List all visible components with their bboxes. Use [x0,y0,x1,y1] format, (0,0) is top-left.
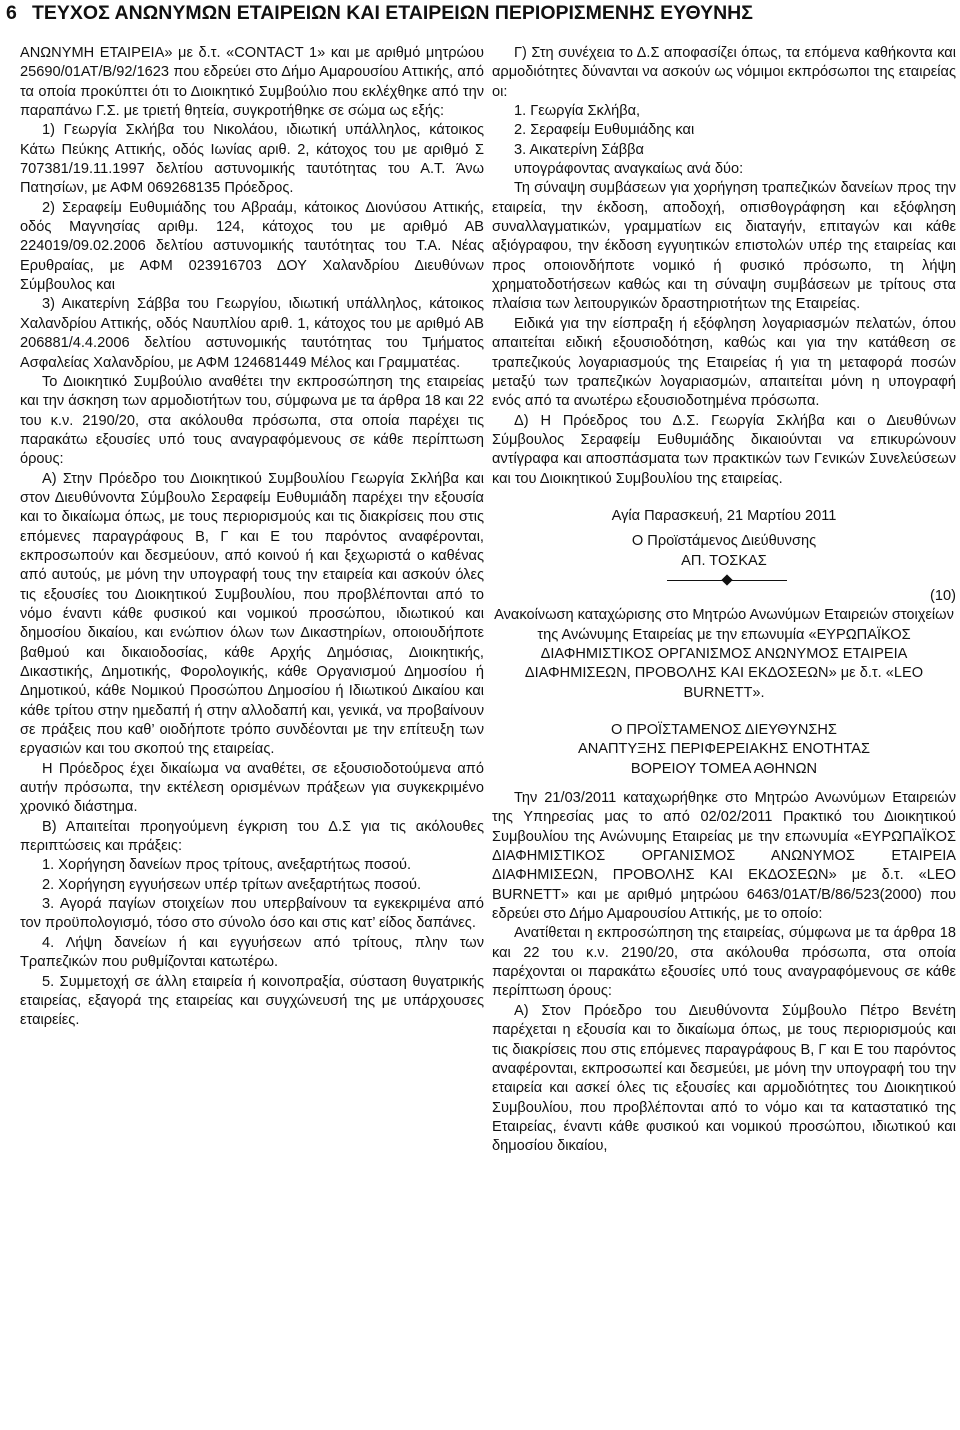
signature-name: ΑΠ. ΤΟΣΚΑΣ [681,552,767,569]
list-item: 4. Λήψη δανείων ή και εγγυήσεων από τρίτους, πλην των Τραπεζικών που ρυθμίζονται κατωτέρω. [20,934,484,971]
list-item: 3. Αγορά παγίων στοιχείων που υπερβαίνουν τα εγκεκριμένα από τον προϋπολογισμό, τόσο στο σύνολο όσο και στις κατ’ είδος δαπάνες. [20,896,484,932]
list-item: 2. Σεραφείμ Ευθυμιάδης και [514,122,695,139]
authority-line: Ο ΠΡΟΪΣΤΑΜΕΝΟΣ ΔΙΕΥΘΥΝΣΗΣ [611,722,837,738]
authority-line: ΒΟΡΕΙΟΥ ΤΟΜΕΑ ΑΘΗΝΩΝ [630,760,818,777]
diamond-icon [721,574,732,585]
paragraph: 3) Αικατερίνη Σάββα του Γεωργίου, ιδιωτική υπάλληλος, κάτοικος Χαλανδρίου Αττικής, οδός Ναυπλίου αριθ. 1, κάτοχος του με αριθμό ΑΒ 206881/4.4.2006 δελτίου αστυνομικής ταυτότητας του Τμήματος Ασφαλείας Χαλανδρίου, με ΑΦΜ 124681449 Μέλος και Γραμματέας. [20,296,484,371]
paragraph: Α) Στον Πρόεδρο του Διευθύνοντα Σύμβουλο Πέτρο Βενέτη παρέχεται η εξουσία και το δικαίωμα όπως, με τους περιορισμούς και τις διακρίσεις που στις επόμενες παραγράφους Β, Γ και Ε του παρόντος αναφέρονται, εκπροσωπεί και δεσμεύει, με μόνη την υπογραφή του την εταιρεία και ασκεί όλες τις εξουσίες και αρμοδιότητες του Διοικητικού Συμβουλίου, που προβλέπονται από το νόμο και τα καταστατικό της Εταιρείας, έναντι κάθε φυσικού και νομικού προσώπου, ιδιωτικού και δημοσίου δικαίου, [492,1002,956,1155]
page-number: 6 [6,2,17,24]
paragraph: 2) Σεραφείμ Ευθυμιάδης του Αβραάμ, κάτοικος Διονύσου Αττικής, οδός Μαγνησίας αριθμ. 124, κάτοχος του με αριθμό ΑΒ 224019/09.02.2006 δελτίου αστυνομικής ταυτότητας του Τ.Α. Νέας Ερυθραίας, με ΑΦΜ 023916703 ΔΟΥ Χαλανδρίου Διευθύνων Σύμβουλος και [20,199,484,294]
notice-number: (10) [930,587,956,604]
list-item: 3. Αικατερίνη Σάββα [514,141,644,158]
gazette-title: ΤΕΥΧΟΣ ΑΝΩΝΥΜΩΝ ΕΤΑΙΡΕΙΩΝ ΚΑΙ ΕΤΑΙΡΕΙΩΝ ΠΕΡΙΟΡΙΣΜΕΝΗΣ ΕΥΘΥΝΗΣ [32,2,753,24]
list-item: 2. Χορήγηση εγγυήσεων υπέρ τρίτων ανεξαρτήτως ποσού. [42,876,422,893]
spacer [492,489,956,507]
right-column [492,44,956,1157]
signature-place-date: Αγία Παρασκευή, 21 Μαρτίου 2011 [611,507,837,524]
authority-line: ΑΝΑΠΤΥΞΗΣ ΠΕΡΙΦΕΡΕΙΑΚΗΣ ΕΝΟΤΗΤΑΣ [577,741,870,758]
notice-heading: Ανακοίνωση καταχώρισης στο Μητρώο Ανωνύμων Εταιρειών στοιχείων της Ανώνυμης Εταιρείας με την επωνυμία «ΕΥΡΩΠΑΪΚΟΣ ΔΙΑΦΗΜΙΣΤΙΚΟΣ ΟΡΓΑΝΙΣΜΟΣ ΑΝΩΝΥΜΟΣ ΕΤΑΙΡΕΙΑ ΔΙΑΦΗΜΙΣΕΩΝ, ΠΡΟΒΟΛΗΣ ΚΑΙ ΕΚΔΟΣΕΩΝ» με δ.τ. «LEO BURNETT». [494,607,954,701]
paragraph: Η Πρόεδρος έχει δικαίωμα να αναθέτει, σε εξουσιοδοτούμενα από αυτήν πρόσωπα, την εκτέλεση ορισμένων πράξεων για συγκεκριμένο χρονικό διάστημα. [20,760,484,816]
paragraph: 1) Γεωργία Σκλήβα του Νικολάου, ιδιωτική υπάλληλος, κάτοικος Κάτω Πεύκης Αττικής, οδός Ιωνίας αριθ. 2, κάτοχος του με αριθμό Σ 707381/19.11.1997 δελτίου αστυνομικής ταυτότητας του Α.Τ. Άνω Πατησίων, με ΑΦΜ 069268135 Πρόεδρος. [20,122,484,197]
paragraph: Ανατίθεται η εκπροσώπηση της εταιρείας, σύμφωνα με τα άρθρα 18 και 22 του κ.ν. 2190/20, στα ακόλουθα πρόσωπα, στα οποία παρέχονται οι παρακάτω εξουσίες υπό τους αναγραφόμενους σε κάθε περίπτωση όρους: [492,925,956,1000]
spacer [492,779,956,789]
paragraph: Α) Στην Πρόεδρο του Διοικητικού Συμβουλίου Γεωργία Σκλήβα και στον Διευθύνοντα Σύμβουλο Σεραφείμ Ευθυμιάδη παρέχει την εξουσία και το δικαίωμα όπως, με τους περιορισμούς και τις διακρίσεις που στις επόμενες παραγράφους Β, Γ και Ε του παρόντος αναφέρονται, εκπροσωπούν και δεσμεύουν, από κοινού ή και ξεχωριστά ο καθένας από αυτούς, με μόνη την υπογραφή τους την εταιρεία και ασκούν όλες τις εξουσίες του Διοικητικού Συμβουλίου, που προβλέπονται από το νόμο έναντι κάθε φυσικού και νομικού προσώπου, ιδιωτικού και δημοσίου δικαίου, και ενώπιον όλων των Δικαστηρίων, οποιουδήποτε βαθμού και δικαιοδοσίας, κάθε Αρχής Δημόσιας, Διοικητικής, Δικαστικής, Δημοτικής, Φορολογικής, κάθε Οργανισμού Δημοσίου ή Δημοτικού, κάθε Νομικού Προσώπου Δημοσίου ή Ιδιωτικού Δικαίου και κάθε τρίτου στην ημεδαπή ή στην αλλοδαπή και, γενικά, να προβαίνουν σε πράξεις που καθ’ οιοδήποτε τρόπο συνδέονται με την επίτευξη των εργασιών και του σκοπού της εταιρείας. [20,470,484,758]
list-item: 1. Γεωργία Σκλήβα, [514,103,641,120]
list-item: 5. Συμμετοχή σε άλλη εταιρεία ή κοινοπραξία, σύσταση θυγατρικής εταιρείας, εξαγορά της εταιρείας και συγχώνευσή της με υπάρχουσες εταιρείες. [20,973,484,1029]
left-column [20,44,484,1031]
paragraph: Το Διοικητικό Συμβούλιο αναθέτει την εκπροσώπηση της εταιρείας και την άσκηση των αρμοδιοτήτων του, σύμφωνα με τα άρθρα 18 και 22 του κ.ν. 2190/20, στα ακόλουθα πρόσωπα, στα οποία παρέχει τις παρακάτω εξουσίες υπό τους αναγραφόμενους σε κάθε περίπτωση όρους: [20,373,484,468]
section-divider [492,575,956,587]
paragraph: ΑΝΩΝΥΜΗ ΕΤΑΙΡΕΙΑ» με δ.τ. «CONTACT 1» και με αριθμό μητρώου 25690/01ΑΤ/Β/92/1623 που εδρεύει στο Δήμο Αμαρουσίου Αττικής, από τα οποία προκύπτει ότι το Διοικητικό Συμβούλιο που εκλέχθηκε από την παραπάνω Γ.Σ. με τριετή θητεία, συγκροτήθηκε σε σώμα ως εξής: [20,45,484,120]
page-header [6,2,954,28]
list-item: 1. Χορήγηση δανείων προς τρίτους, ανεξαρτήτως ποσού. [42,857,412,874]
paragraph: υπογράφοντας αναγκαίως ανά δύο: [514,161,744,178]
paragraph: Δ) Η Πρόεδρος του Δ.Σ. Γεωργία Σκλήβα και ο Διευθύνων Σύμβουλος Σεραφείμ Ευθυμιάδης δικαιούνται να επικυρώνουν αντίγραφα και αποσπάσματα των πρακτικών των Γενικών Συνελεύσεων και του Διοικητικού Συμβουλίου της εταιρείας. [492,412,956,487]
signature-role: Ο Προϊστάμενος Διεύθυνσης [631,533,817,550]
paragraph: Β) Απαιτείται προηγούμενη έγκριση του Δ.Σ για τις ακόλουθες περιπτώσεις και πράξεις: [20,818,484,855]
paragraph: Τη σύναψη συμβάσεων για χορήγηση τραπεζικών δανείων προς την εταιρεία, την έκδοση, αποδοχή, οπισθογράφηση και εξόφληση συναλλαγματικών, γραμματίων εις διαταγήν, επιταγών και κάθε αξιόγραφου, την έκδοση εγγυητικών επιστολών υπέρ της εταιρείας και προς οποιονδήποτε νομικό ή φυσικό πρόσωπο, τη λήψη χρηματοδοτήσεων καθώς και τη σύναψη συμβάσεων με τρίτους στα πλαίσια των λειτουργικών δραστηριοτήτων της Εταιρείας. [492,180,956,313]
paragraph: Ειδικά για την είσπραξη ή εξόφληση λογαριασμών πελατών, όπου απαιτείται ειδική εξουσιοδότηση, καθώς και για την κατάθεση σε τραπεζικούς λογαριασμούς της Εταιρείας ή για τη μεταφορά ποσών μεταξύ των τραπεζικών λογαριασμών, απαιτείται μόνη η υπογραφή ενός από τα ανωτέρω εξουσιοδοτημένα πρόσωπα. [492,315,956,410]
paragraph: Γ) Στη συνέχεια το Δ.Σ αποφασίζει όπως, τα επόμενα καθήκοντα και αρμοδιότητες δύνανται να ασκούν ως νόμιμοι εκπρόσωποι της εταιρείας οι: [492,45,956,100]
paragraph: Την 21/03/2011 καταχωρήθηκε στο Μητρώο Ανωνύμων Εταιρειών της Υπηρεσίας μας το από 02/02/2011 Πρακτικό του Διοικητικού Συμβουλίου της Ανώνυμης Εταιρείας με την επωνυμία «ΕΥΡΩΠΑΪΚΟΣ ΔΙΑΦΗΜΙΣΤΙΚΟΣ ΟΡΓΑΝΙΣΜΟΣ ΑΝΩΝΥΜΟΣ ΕΤΑΙΡΕΙΑ ΔΙΑΦΗΜΙΣΕΩΝ, ΠΡΟΒΟΛΗΣ ΚΑΙ ΕΚΔΟΣΕΩΝ» με δ.τ. «LEO BURNETT» και με αριθμό μητρώου 6463/01ΑΤ/Β/86/523(2000) που εδρεύει στο Δήμο Αμαρουσίου Αττικής, με το οποίο: [492,790,956,923]
spacer [492,703,956,721]
